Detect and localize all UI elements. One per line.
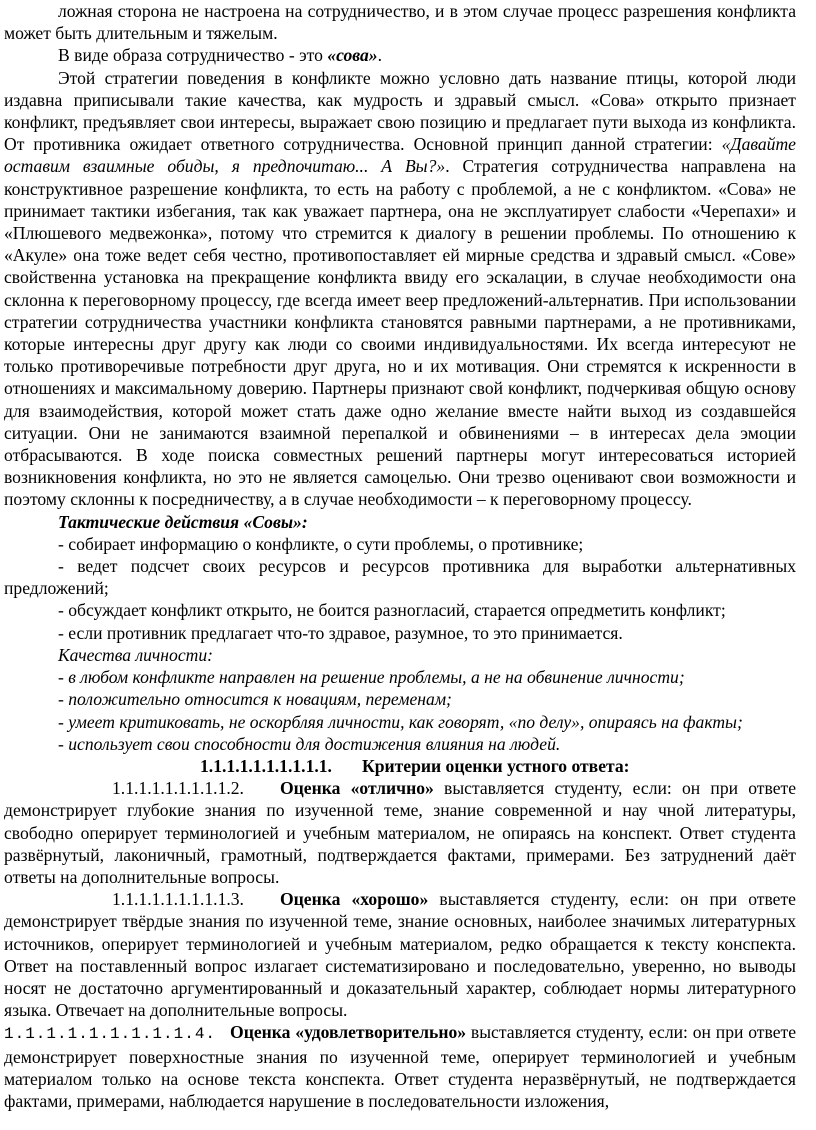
- paragraph-owl-image: [4, 44, 796, 66]
- tactics-heading: Тактические действия «Совы»:: [58, 511, 308, 532]
- grade-satisfactory: [4, 1021, 796, 1112]
- qualities-item: - умеет критиковать, не оскорбляя личности, как говорят, «по делу», опираясь на факты;: [58, 711, 743, 732]
- paragraph-owl-strategy: [4, 67, 796, 511]
- qualities-item: - положительно относится к новациям, переменам;: [58, 689, 452, 710]
- grade-number: 1.1.1.1.1.1.1.1.1.3.: [112, 889, 244, 910]
- grade-number: 1.1.1.1.1.1.1.1.1.4.: [4, 1025, 217, 1044]
- grade-text: выставляется студенту, если: он при ответе демонстрирует глубокие знания по изученной теме, знание современной и нау чной литературы, свободно оперирует терминологией и учебным материалом, не опираясь на конспект. Ответ студента развёрнутый, лаконичный, грамотный, подтверждается фактами, примерами. Без затруднений даёт ответы на дополнительные вопросы.: [4, 778, 797, 887]
- owl-strategy-part1: Этой стратегии поведения в конфликте можно условно дать название птицы, которой люди издавна приписывали такие качества, как мудрость и здравый смысл. «Сова» открыто признает конфликт, предъявляет свои интересы, выражает свою позицию и предлагает пути выхода из конфликта. От противника ожидает ответного сотрудничества. Основной принцип данной стратегии:: [4, 67, 796, 155]
- owl-principle-quote: «Давайте оставим взаимные обиды, я предпочитаю... А Вы?»: [4, 134, 796, 177]
- grade-text: выставляется студенту, если: он при ответе демонстрирует поверхностные знания по изученной теме, оперирует терминологией и учебным материалом только на основе текста конспекта. Ответ студента неразвёрнутый, не подтверждается фактами, примерами, наблюдается нарушение в последовательности изложения,: [4, 1022, 797, 1111]
- tactics-item: - обсуждает конфликт открыто, не боится разногласий, старается опредметить конфликт;: [58, 600, 726, 621]
- grade-text: выставляется студенту, если: он при ответе демонстрирует твёрдые знания по изученной теме, знание основных, наиболее значимых литературных источников, оперирует терминологией и учебным материалом, редко обращается к тексту конспекта. Ответ на поставленный вопрос излагает систематизировано и последовательно, уверенно, но выводы носят не достаточно аргументированный и доказательный характер, соблюдает нормы литературного языка. Отвечает на дополнительные вопросы.: [4, 889, 796, 1021]
- owl-intro-text: В виде образа сотрудничество - это: [58, 45, 328, 66]
- text-column: [4, 0, 796, 1112]
- grade-good: [4, 888, 796, 1021]
- paragraph-continuation: ложная сторона не настроена на сотрудничество, и в этом случае процесс разрешения конфликта может быть длительным и тяжелым.: [4, 1, 796, 44]
- criteria-title: Критерии оценки устного ответа:: [361, 755, 630, 776]
- grade-title: Оценка «хорошо»: [279, 889, 429, 910]
- grade-excellent: [4, 777, 796, 888]
- grade-title: Оценка «отлично»: [279, 778, 434, 799]
- tactics-item: - ведет подсчет своих ресурсов и ресурсов противника для выработки альтернативных предложений;: [4, 556, 796, 599]
- qualities-item: - использует свои способности для достижения влияния на людей.: [58, 733, 561, 754]
- qualities-heading: Качества личности:: [58, 644, 214, 665]
- owl-intro-end: .: [377, 45, 382, 66]
- qualities-item: - в любом конфликте направлен на решение проблемы, а не на обвинение личности;: [58, 667, 685, 688]
- owl-term: «сова»: [327, 45, 378, 66]
- grade-title: Оценка «удовлетворительно»: [230, 1022, 467, 1043]
- grade-number: 1.1.1.1.1.1.1.1.1.2.: [112, 778, 244, 799]
- tactics-item: - собирает информацию о конфликте, о сути проблемы, о противнике;: [58, 533, 584, 554]
- criteria-number: 1.1.1.1.1.1.1.1.1.1.: [200, 755, 332, 776]
- owl-strategy-part2: . Стратегия сотрудничества направлена на конструктивное разрешение конфликта, то есть на работу с проблемой, а не с конфликтом. «Сова» не принимает тактики избегания, так как уважает партнера, она не эксплуатирует слабости «Черепахи» и «Плюшевого медвежонка», потому что стремится к диалогу в решении проблемы. По отношению к «Акуле» она тоже ведет себя честно, противопоставляет ей мирные средства и здравый смысл. «Сове» свойственна установка на прекращение конфликта ввиду его эскалации, в случае необходимости она склонна к переговорному процессу, где всегда имеет веер предложений-альтернатив. При использовании стратегии сотрудничества участники конфликта становятся равными партнерами, а не противниками, которые интересны друг другу как люди со своими индивидуальностями. Их всегда интересуют не только противоречивые потребности друг друга, но и их мотивация. Они стремятся к искренности в отношениях и максимальному доверию. Партнеры признают свой конфликт, подчеркивая общую основу для взаимодействия, которой может стать даже одно желание вместе найти выход из создавшейся ситуации. Они не занимаются взаимной перепалкой и обвинениями – в интересах дела эмоции отбрасываются. В ходе поиска совместных решений партнеры могут интересоваться историей возникновения конфликта, но это не является самоцелью. Они трезво оценивают свои возможности и поэтому склонны к посредничеству, а в случае необходимости – к переговорному процессу.: [4, 156, 796, 510]
- tactics-item: - если противник предлагает что-то здравое, разумное, то это принимается.: [58, 622, 623, 643]
- criteria-heading: [4, 755, 796, 777]
